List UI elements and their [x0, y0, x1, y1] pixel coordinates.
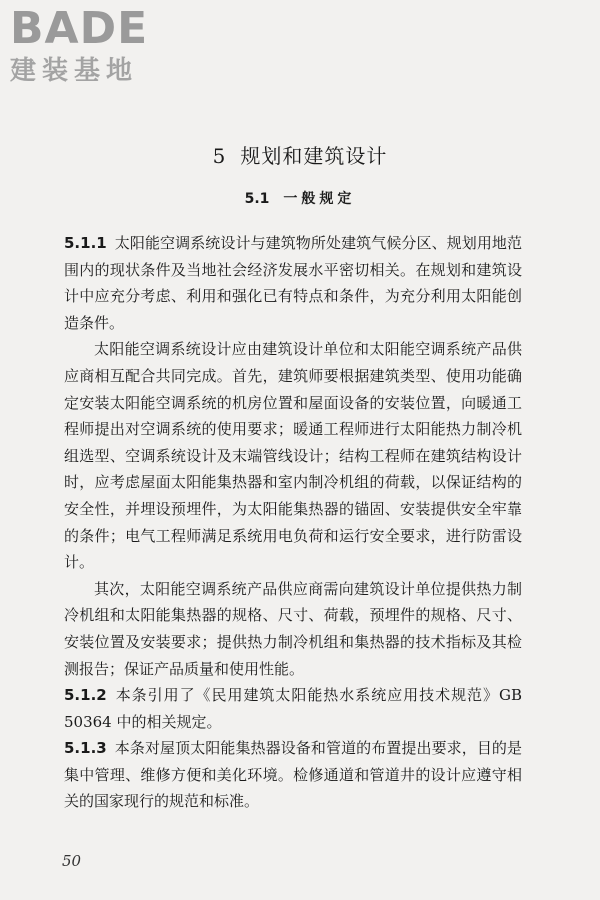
clause-5-1-1-paragraph-1 [64, 230, 522, 336]
clause-5-1-3-paragraph-1 [64, 735, 522, 815]
chapter-number: 5 [212, 144, 227, 168]
clause-number: 5.1.1 [64, 234, 107, 252]
clause-5-1-2-paragraph-1 [64, 682, 522, 735]
paragraph-text: 本条对屋顶太阳能集热器设备和管道的布置提出要求，目的是集中管理、维修方便和美化环境。检修通道和管道井的设计应遵守相关的国家现行的规范和标准。 [64, 739, 522, 811]
watermark-brand: BADE [10, 3, 149, 54]
clause-5-1-1-paragraph-3: 其次，太阳能空调系统产品供应商需向建筑设计单位提供热力制冷机组和太阳能集热器的规格、尺寸、荷载，预埋件的规格、尺寸、安装位置及安装要求；提供热力制冷机组和集热器的技术指标及其检测报告；保证产品质量和使用性能。 [64, 579, 522, 678]
section-title [0, 188, 600, 208]
section-title-text: 一般规定 [283, 191, 356, 207]
clause-number: 5.1.3 [64, 739, 107, 758]
body-text [64, 230, 522, 815]
chapter-title [0, 140, 600, 169]
clause-number: 5.1.2 [64, 686, 107, 705]
chapter-title-text: 规划和建筑设计 [240, 144, 388, 168]
watermark-logo [10, 4, 148, 86]
clause-5-1-1-paragraph-2: 太阳能空调系统设计应由建筑设计单位和太阳能空调系统产品供应商相互配合共同完成。首先，建筑师要根据建筑类型、使用功能确定安装太阳能空调系统的机房位置和屋面设备的安装位置，向暖通工程师提出对空调系统的使用要求；暖通工程师进行太阳能热力制冷机组选型、空调系统设计及末端管线设计；结构工程师在建筑结构设计时，应考虑屋面太阳能集热器和室内制冷机组的荷载，以保证结构的安全性，并埋设预埋件，为太阳能集热器的锚固、安装提供安全牢靠的条件；电气工程师满足系统用电负荷和运行安全要求，进行防雷设计。 [64, 340, 522, 572]
watermark-subtitle: 建装基地 [10, 56, 139, 86]
paragraph-text: 本条引用了《民用建筑太阳能热水系统应用技术规范》GB 50364 中的相关规定。 [64, 686, 522, 731]
paragraph-text: 太阳能空调系统设计与建筑物所处建筑气候分区、规划用地范围内的现状条件及当地社会经济发展水平密切相关。在规划和建筑设计中应充分考虑、利用和强化已有特点和条件，为充分利用太阳能创造条件。 [64, 234, 522, 332]
page-number: 50 [62, 852, 82, 870]
section-number: 5.1 [244, 191, 270, 207]
